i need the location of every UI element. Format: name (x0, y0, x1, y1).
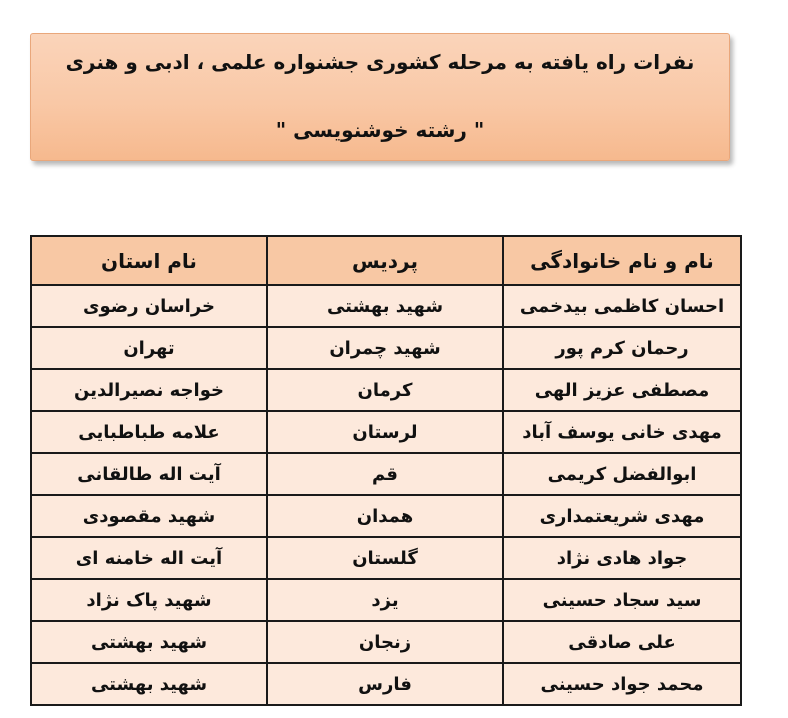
table-row (31, 285, 741, 327)
table-row (31, 537, 741, 579)
cell-campus: فارس (267, 663, 503, 705)
title-line-2: " رشته خوشنویسی " (275, 118, 485, 142)
cell-province: شهید بهشتی (31, 621, 267, 663)
cell-campus: کرمان (267, 369, 503, 411)
cell-name: ابوالفضل کریمی (503, 453, 741, 495)
cell-name: رحمان کرم پور (503, 327, 741, 369)
cell-campus: لرستان (267, 411, 503, 453)
cell-province: شهید پاک نژاد (31, 579, 267, 621)
table-row (31, 411, 741, 453)
table-row (31, 495, 741, 537)
cell-campus: گلستان (267, 537, 503, 579)
header-campus: پردیس (267, 236, 503, 285)
table-header-row (31, 236, 741, 285)
cell-name: سید سجاد حسینی (503, 579, 741, 621)
title-banner (30, 33, 730, 161)
participants-table (30, 235, 742, 706)
header-name: نام و نام خانوادگی (503, 236, 741, 285)
table-row (31, 579, 741, 621)
header-province: نام استان (31, 236, 267, 285)
cell-province: علامه طباطبایی (31, 411, 267, 453)
cell-campus: شهید چمران (267, 327, 503, 369)
cell-province: شهید بهشتی (31, 663, 267, 705)
cell-province: خراسان رضوی (31, 285, 267, 327)
cell-campus: یزد (267, 579, 503, 621)
cell-campus: شهید بهشتی (267, 285, 503, 327)
table-row (31, 621, 741, 663)
cell-name: محمد جواد حسینی (503, 663, 741, 705)
cell-name: جواد هادی نژاد (503, 537, 741, 579)
cell-province: خواجه نصیرالدین (31, 369, 267, 411)
cell-campus: زنجان (267, 621, 503, 663)
table-row (31, 453, 741, 495)
cell-campus: قم (267, 453, 503, 495)
cell-name: مهدی شریعتمداری (503, 495, 741, 537)
cell-province: آیت اله طالقانی (31, 453, 267, 495)
cell-name: علی صادقی (503, 621, 741, 663)
cell-campus: همدان (267, 495, 503, 537)
table-row (31, 327, 741, 369)
cell-province: تهران (31, 327, 267, 369)
table-row (31, 369, 741, 411)
cell-province: شهید مقصودی (31, 495, 267, 537)
cell-name: احسان کاظمی بیدخمی (503, 285, 741, 327)
cell-province: آیت اله خامنه ای (31, 537, 267, 579)
cell-name: مصطفی عزیز الهی (503, 369, 741, 411)
title-line-1: نفرات راه یافته به مرحله کشوری جشنواره علمی ، ادبی و هنری (65, 50, 695, 74)
cell-name: مهدی خانی یوسف آباد (503, 411, 741, 453)
table-row (31, 663, 741, 705)
